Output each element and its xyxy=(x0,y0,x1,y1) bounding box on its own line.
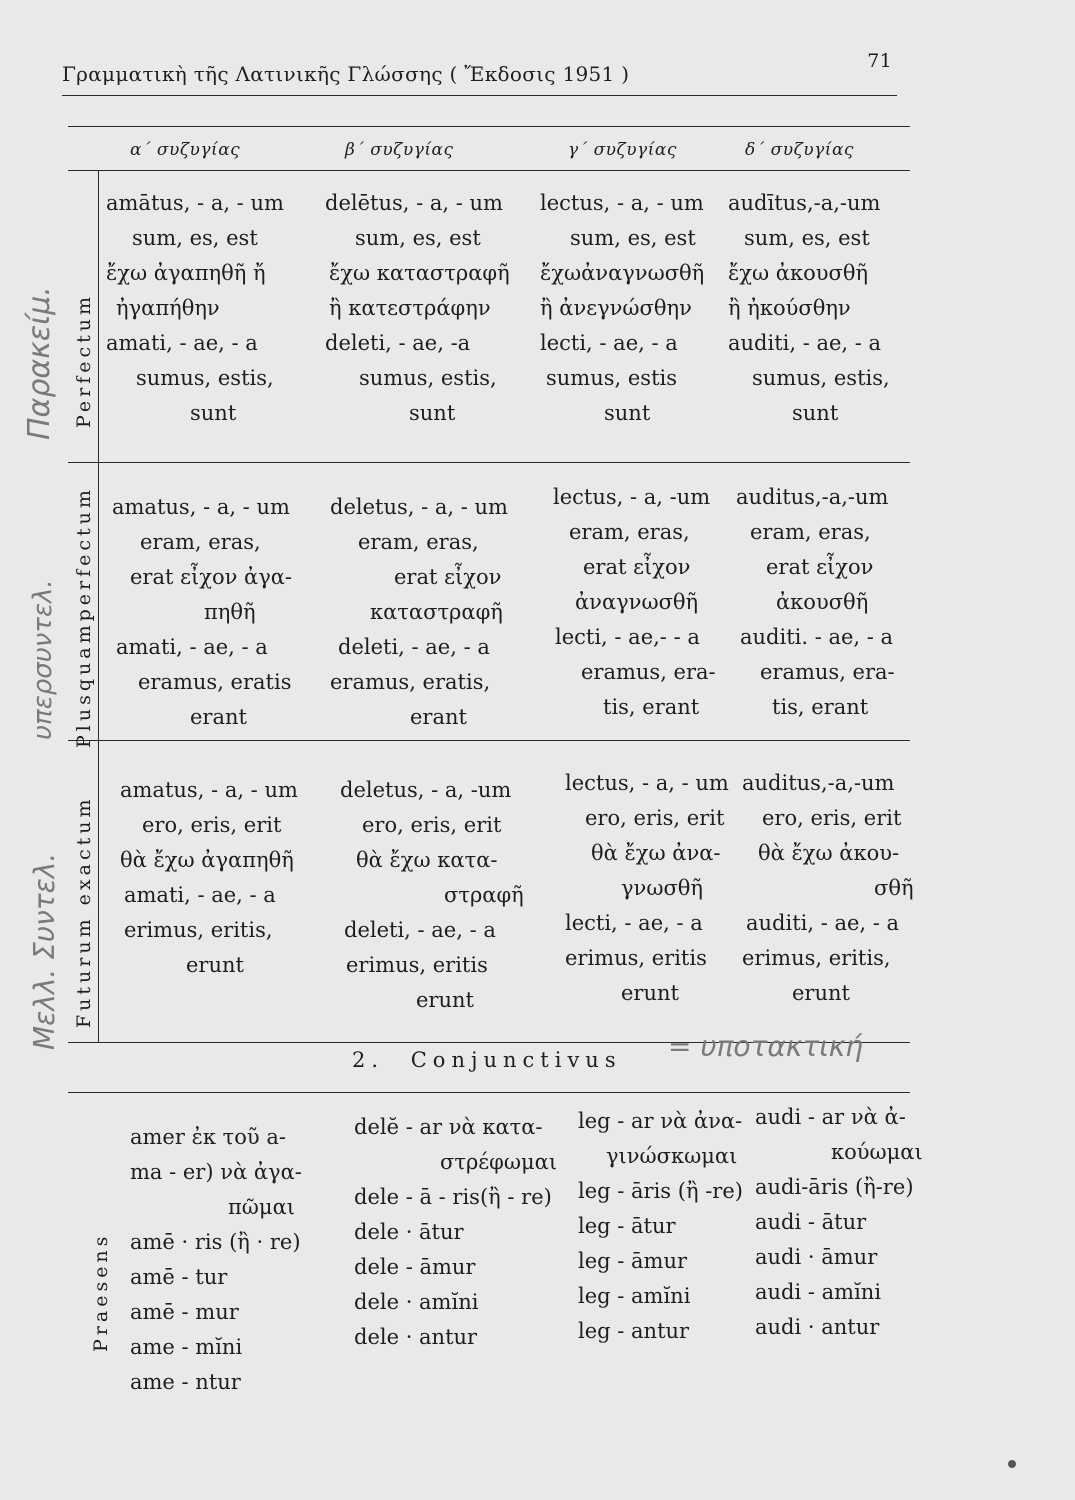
cell-line: amatus, - a, - um xyxy=(112,495,290,519)
cell-line: ἢ ἀνεγνώσθην xyxy=(540,296,692,320)
plusquam-col-1 xyxy=(112,490,327,735)
cell-line: erant xyxy=(190,705,247,729)
cell-line: θὰ ἔχω ἀνα- xyxy=(591,841,721,865)
cell-line: dele - ā - ris(ἢ - re) xyxy=(354,1185,552,1209)
cell-line: sunt xyxy=(190,401,237,425)
table-top-rule xyxy=(68,126,910,127)
section-number: 2. xyxy=(352,1048,385,1072)
perfectum-col-4 xyxy=(728,186,913,431)
cell-line: ame - mĭni xyxy=(130,1335,243,1359)
cell-line: amati, - ae, - a xyxy=(124,883,276,907)
praesens-col-3 xyxy=(578,1104,758,1349)
cell-line: ero, eris, erit xyxy=(585,806,725,830)
cell-line: amatus, - a, - um xyxy=(120,778,298,802)
cell-line: ero, eris, erit xyxy=(142,813,282,837)
cell-line: audītus,-a,-um xyxy=(728,191,881,215)
cell-line: ἀκουσθῆ xyxy=(776,590,869,614)
cell-line: sum, es, est xyxy=(570,226,696,250)
cell-line: erunt xyxy=(792,981,850,1005)
cell-line: dele - āmur xyxy=(354,1255,476,1279)
cell-line: sum, es, est xyxy=(132,226,258,250)
cell-line: lectus, - a, - um xyxy=(565,771,729,795)
cell-line: σθῆ xyxy=(874,876,914,900)
cell-line: amati, - ae, - a xyxy=(106,331,258,355)
cell-line: ἔχω καταστραφῆ xyxy=(329,261,510,285)
cell-line: eram, eras, xyxy=(750,520,871,544)
colhead-bottom-rule xyxy=(68,170,910,171)
cell-line: sunt xyxy=(604,401,651,425)
futurum-col-1 xyxy=(120,773,335,983)
plusquam-col-2 xyxy=(330,490,545,735)
cell-line: leg - amĭni xyxy=(578,1284,691,1308)
cell-line: deleti, - ae, -a xyxy=(325,331,471,355)
cell-line: lectus, - a, - um xyxy=(540,191,704,215)
cell-line: leg - āris (ἢ -re) xyxy=(578,1179,743,1203)
cell-line: amer ἐκ τοῦ a- xyxy=(130,1125,286,1149)
column-header-1: α΄ συζυγίας xyxy=(130,140,241,160)
side-label-plusquamperfectum: Plusquamperfectum xyxy=(73,486,95,748)
futurum-col-4 xyxy=(742,766,922,1011)
cell-line: ἢ ἠκούσθην xyxy=(728,296,851,320)
cell-line: audi - amĭni xyxy=(755,1280,882,1304)
cell-line: eram, eras, xyxy=(140,530,261,554)
cell-line: amē · ris (ἢ · re) xyxy=(130,1230,301,1254)
side-label-perfectum: Perfectum xyxy=(73,292,95,428)
handwritten-note-perfectum: Παρακείμ. xyxy=(22,286,57,440)
cell-line: amātus, - a, - um xyxy=(106,191,284,215)
cell-line: στρέφωμαι xyxy=(440,1150,558,1174)
cell-line: erat εἶχον xyxy=(766,555,874,579)
cell-line: ἔχωἀναγνωσθῆ xyxy=(540,261,705,285)
plusquam-bottom-rule xyxy=(68,740,910,741)
cell-line: sumus, estis, xyxy=(136,366,274,390)
cell-line: sum, es, est xyxy=(355,226,481,250)
praesens-col-4 xyxy=(755,1100,930,1345)
cell-line: ἔχω ἀκουσθῆ xyxy=(728,261,869,285)
cell-line: delētus, - a, - um xyxy=(325,191,503,215)
section-title: Conjunctivus xyxy=(410,1048,622,1072)
cell-line: deleti, - ae, - a xyxy=(344,918,496,942)
cell-line: ero, eris, erit xyxy=(362,813,502,837)
cell-line: eramus, eratis, xyxy=(330,670,491,694)
cell-line: erunt xyxy=(416,988,474,1012)
cell-line: πῶμαι xyxy=(228,1195,295,1219)
cell-line: delĕ - ar νὰ κατα- xyxy=(354,1115,543,1139)
futurum-col-2 xyxy=(340,773,550,1018)
handwritten-conjunctivus-note: = υποτακτική xyxy=(668,1030,863,1063)
cell-line: ame - ntur xyxy=(130,1370,241,1394)
cell-line: erunt xyxy=(621,981,679,1005)
cell-line: audi-āris (ἢ-re) xyxy=(755,1175,914,1199)
cell-line: sumus, estis, xyxy=(359,366,497,390)
cell-line: amē - mur xyxy=(130,1300,239,1324)
cell-line: sum, es, est xyxy=(744,226,870,250)
cell-line: leg - āmur xyxy=(578,1249,688,1273)
perfectum-bottom-rule xyxy=(68,462,910,463)
cell-line: tis, erant xyxy=(603,695,700,719)
side-label-praesens: Praesens xyxy=(90,1232,112,1352)
cell-line: lecti, - ae,- - a xyxy=(555,625,700,649)
ink-dot xyxy=(1008,1460,1016,1468)
cell-line: audi - ar νὰ ἀ- xyxy=(755,1105,906,1129)
cell-line: auditi, - ae, - a xyxy=(728,331,882,355)
cell-line: auditus,-a,-um xyxy=(742,771,895,795)
cell-line: erat εἶχον xyxy=(583,555,691,579)
cell-line: θὰ ἔχω ἀγαπηθῆ xyxy=(120,848,294,872)
cell-line: eram, eras, xyxy=(358,530,479,554)
cell-line: lectus, - a, -um xyxy=(553,485,711,509)
cell-line: ἀναγνωσθῆ xyxy=(575,590,699,614)
perfectum-col-1 xyxy=(102,186,317,431)
cell-line: sumus, estis xyxy=(546,366,678,390)
cell-line: eramus, era- xyxy=(760,660,895,684)
cell-line: lecti, - ae, - a xyxy=(565,911,703,935)
cell-line: auditi. - ae, - a xyxy=(740,625,894,649)
cell-line: deletus, - a, -um xyxy=(340,778,512,802)
cell-line: θὰ ἔχω κατα- xyxy=(356,848,498,872)
cell-line: sunt xyxy=(792,401,839,425)
column-header-4: δ΄ συζυγίας xyxy=(745,140,854,160)
plusquam-col-3 xyxy=(553,480,738,725)
side-column-rule xyxy=(98,170,99,1042)
cell-line: sunt xyxy=(409,401,456,425)
cell-line: ἔχω ἀγαπηθῆ ἤ xyxy=(106,261,266,285)
cell-line: erimus, eritis xyxy=(565,946,707,970)
cell-line: erimus, eritis, xyxy=(742,946,891,970)
cell-line: eramus, era- xyxy=(581,660,716,684)
plusquam-col-4 xyxy=(736,480,916,725)
cell-line: leg - antur xyxy=(578,1319,690,1343)
cell-line: dele · antur xyxy=(354,1325,478,1349)
perfectum-col-3 xyxy=(540,186,730,431)
cell-line: στραφῆ xyxy=(444,883,524,907)
cell-line: ἢ κατεστράφην xyxy=(329,296,491,320)
cell-line: audi - ātur xyxy=(755,1210,867,1234)
cell-line: audi · antur xyxy=(755,1315,880,1339)
cell-line: erat εἶχον ἀγα- xyxy=(130,565,293,589)
cell-line: sumus, estis, xyxy=(752,366,890,390)
handwritten-note-futurum: Μελλ. Συντελ. xyxy=(28,852,61,1050)
cell-line: ἠγαπήθην xyxy=(116,296,220,320)
cell-line: erant xyxy=(410,705,467,729)
handwritten-note-plusquam: υπερσυντελ. xyxy=(28,579,58,740)
cell-line: γνωσθῆ xyxy=(621,876,704,900)
cell-line: amati, - ae, - a xyxy=(116,635,268,659)
cell-line: erimus, eritis, xyxy=(124,918,273,942)
cell-line: erimus, eritis xyxy=(346,953,488,977)
cell-line: καταστραφῆ xyxy=(370,600,503,624)
cell-line: lecti, - ae, - a xyxy=(540,331,678,355)
cell-line: κούωμαι xyxy=(831,1140,923,1164)
cell-line: πηθῆ xyxy=(204,600,256,624)
conjunctivus-heading xyxy=(352,1048,622,1072)
cell-line: deleti, - ae, - a xyxy=(338,635,490,659)
cell-line: dele · amĭni xyxy=(354,1290,479,1314)
cell-line: auditi, - ae, - a xyxy=(746,911,900,935)
cell-line: eram, eras, xyxy=(569,520,690,544)
cell-line: tis, erant xyxy=(772,695,869,719)
cell-line: auditus,-a,-um xyxy=(736,485,889,509)
futurum-col-3 xyxy=(565,766,745,1011)
cell-line: eramus, eratis xyxy=(138,670,292,694)
cell-line: θὰ ἔχω ἀκου- xyxy=(758,841,900,865)
header-rule xyxy=(62,95,897,96)
cell-line: leg - ātur xyxy=(578,1214,676,1238)
cell-line: γινώσκωμαι xyxy=(606,1144,738,1168)
cell-line: deletus, - a, - um xyxy=(330,495,508,519)
cell-line: amē - tur xyxy=(130,1265,228,1289)
page-number: 71 xyxy=(867,50,892,72)
cell-line: erat εἶχον xyxy=(394,565,502,589)
praesens-col-2 xyxy=(354,1110,574,1355)
side-label-futurum: Futurum exactum xyxy=(73,795,95,1028)
cell-line: leg - ar νὰ ἀνα- xyxy=(578,1109,743,1133)
column-header-3: γ΄ συζυγίας xyxy=(568,140,677,160)
cell-line: audi · āmur xyxy=(755,1245,878,1269)
praesens-col-1 xyxy=(130,1120,355,1400)
cell-line: ma - er) νὰ ἀγα- xyxy=(130,1160,302,1184)
cell-line: dele · ātur xyxy=(354,1220,464,1244)
running-title: Γραμματικὴ τῆς Λατινικῆς Γλώσσης ( Ἔκδοσις 1951 ) xyxy=(62,62,630,86)
cell-line: erunt xyxy=(186,953,244,977)
conjunctivus-bottom-rule xyxy=(68,1092,910,1093)
perfectum-col-2 xyxy=(325,186,535,431)
cell-line: ero, eris, erit xyxy=(762,806,902,830)
column-header-2: β΄ συζυγίας xyxy=(345,140,454,160)
